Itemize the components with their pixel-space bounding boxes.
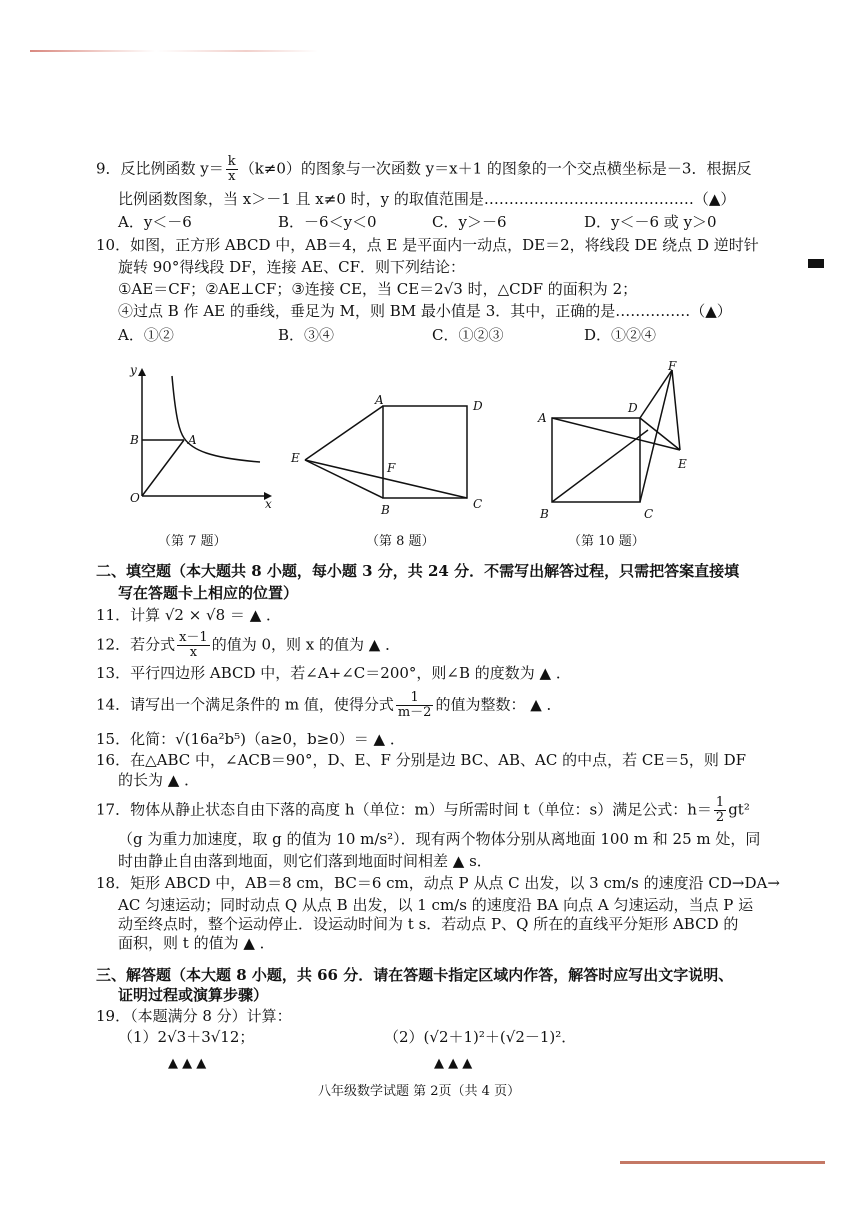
fig8-label-e: E — [291, 451, 300, 465]
section3-heading-cont: 证明过程或演算步骤） — [118, 986, 269, 1004]
q10-line3: ①AE＝CF；②AE⊥CF；③连接 CE，当 CE＝2√3 时，△CDF 的面积为 2； — [118, 280, 638, 298]
figure-10 — [530, 360, 710, 522]
q10-line4: ④过点 B 作 AE 的垂线，垂足为 M，则 BM 最小值是 3．其中，正确的是……………（▲） — [118, 302, 732, 320]
q12: 12．若分式 $\frac{x-1}{x}$ 的值为 0，则 x 的值为 ▲ ． — [96, 630, 401, 660]
fig7-label-o: O — [130, 491, 140, 505]
fig8-label-f: F — [387, 461, 396, 475]
fig10-caption: （第 10 题） — [568, 534, 645, 549]
fig10-label-a: A — [538, 411, 547, 425]
fig8-label-a: A — [375, 393, 384, 407]
q18-line1: 18．矩形 ABCD 中，AB＝8 cm，BC＝6 cm，动点 P 从点 C 出发，以 3 cm/s 的速度沿 CD→DA→ — [96, 874, 780, 892]
q9-option-b: B．－6＜y＜0 — [278, 213, 377, 231]
section2-heading-cont: 写在答题卡上相应的位置） — [118, 584, 299, 602]
figure-7 — [120, 362, 280, 522]
fig10-label-f: F — [668, 360, 677, 373]
fig7-label-x: x — [265, 497, 272, 511]
fig7-caption: （第 7 题） — [158, 534, 227, 549]
figure-8 — [285, 390, 495, 522]
fig7-label-a: A — [188, 433, 197, 447]
q9-option-a: A．y＜－6 — [118, 213, 192, 231]
q9-fraction: $\frac{k}{x}$ — [227, 154, 236, 184]
q17-line3: 时由静止自由落到地面，则它们落到地面时间相差 ▲ s． — [118, 852, 492, 870]
q18-line2: AC 匀速运动；同时动点 Q 从点 B 出发，以 1 cm/s 的速度沿 BA 向点 A 匀速运动，当点 P 运 — [118, 896, 754, 914]
fig10-label-e: E — [678, 457, 687, 471]
q11: 11．计算 √2 × √8 ＝ ▲ ． — [96, 606, 282, 624]
q14-fraction: $\frac{1}{m-2}$ — [397, 690, 432, 720]
q9-line1: 9．反比例函数 y＝ $\frac{k}{x}$ （k≠0）的图象与一次函数 y＝x＋1 的图象的一个交点横坐标是－3．根据反 — [96, 154, 752, 184]
section3-heading: 三、解答题（本大题 8 小题，共 66 分．请在答题卡指定区域内作答，解答时应写出文字说明、 — [96, 966, 734, 984]
q13: 13．平行四边形 ABCD 中，若∠A+∠C＝200°，则∠B 的度数为 ▲ ． — [96, 664, 571, 682]
q19-answer-marks-2: ▲ ▲ ▲ — [434, 1056, 473, 1071]
fig7-label-b: B — [130, 433, 139, 447]
q17-line1: 17．物体从静止状态自由下落的高度 h（单位：m）与所需时间 t（单位：s）满足公式：h＝ $\frac{1}{2}$ gt² — [96, 795, 750, 825]
fig7-label-y: y — [130, 363, 137, 377]
fig8-label-d: D — [473, 399, 483, 413]
q14: 14．请写出一个满足条件的 m 值，使得分式 $\frac{1}{m-2}$ 的值为整数： ▲ ． — [96, 690, 562, 720]
q10-option-d: D．①②④ — [584, 326, 657, 344]
scan-mark-right — [808, 259, 824, 268]
fig8-caption: （第 8 题） — [366, 534, 435, 549]
q19-part1: （1）2√3＋3√12； — [118, 1028, 255, 1046]
q18-line3: 动至终点时，整个运动停止．设运动时间为 t s．若动点 P、Q 所在的直线平分矩形 ABCD 的 — [118, 915, 739, 933]
page-footer: 八年级数学试题 第 2页（共 4 页） — [318, 1084, 521, 1099]
fig10-label-d: D — [628, 401, 638, 415]
q10-line1: 10．如图，正方形 ABCD 中，AB＝4，点 E 是平面内一动点，DE＝2，将线段 DE 绕点 D 逆时针 — [96, 236, 759, 254]
scan-mark-top — [30, 50, 390, 52]
q10-option-c: C．①②③ — [432, 326, 504, 344]
q19-head: 19．（本题满分 8 分）计算： — [96, 1007, 292, 1025]
fig8-label-b: B — [381, 503, 390, 517]
q17-line2: （g 为重力加速度，取 g 的值为 10 m/s²）．现有两个物体分别从离地面 100 m 和 25 m 处，同 — [118, 830, 761, 848]
q9-option-d: D．y＜－6 或 y＞0 — [584, 213, 717, 231]
q17-fraction: $\frac{1}{2}$ — [715, 795, 725, 825]
fig8-label-c: C — [473, 497, 483, 511]
q9-line2: 比例函数图象，当 x＞－1 且 x≠0 时，y 的取值范围是……………………………………（▲） — [118, 190, 736, 208]
fig10-label-c: C — [644, 507, 654, 521]
q12-fraction: $\frac{x-1}{x}$ — [179, 630, 208, 660]
q10-option-b: B．③④ — [278, 326, 335, 344]
scan-mark-bottom — [620, 1161, 825, 1164]
q15: 15．化简：√(16a²b⁵)（a≥0，b≥0）＝ ▲ ． — [96, 730, 405, 748]
fig10-label-b: B — [540, 507, 549, 521]
q19-answer-marks-1: ▲ ▲ ▲ — [168, 1056, 207, 1071]
section2-heading: 二、填空题（本大题共 8 小题，每小题 3 分，共 24 分．不需写出解答过程，只需把答案直接填 — [96, 562, 740, 580]
q10-line2: 旋转 90°得线段 DF，连接 AE、CF．则下列结论： — [118, 258, 465, 276]
q18-line4: 面积，则 t 的值为 ▲ ． — [118, 934, 275, 952]
q16-line2: 的长为 ▲ ． — [118, 771, 200, 789]
q19-part2: （2）(√2＋1)²＋(√2－1)²． — [384, 1028, 577, 1046]
q10-option-a: A．①② — [118, 326, 174, 344]
q9-option-c: C．y＞－6 — [432, 213, 507, 231]
q16-line1: 16．在△ABC 中，∠ACB＝90°，D、E、F 分别是边 BC、AB、AC 的中点，若 CE＝5，则 DF — [96, 751, 747, 769]
